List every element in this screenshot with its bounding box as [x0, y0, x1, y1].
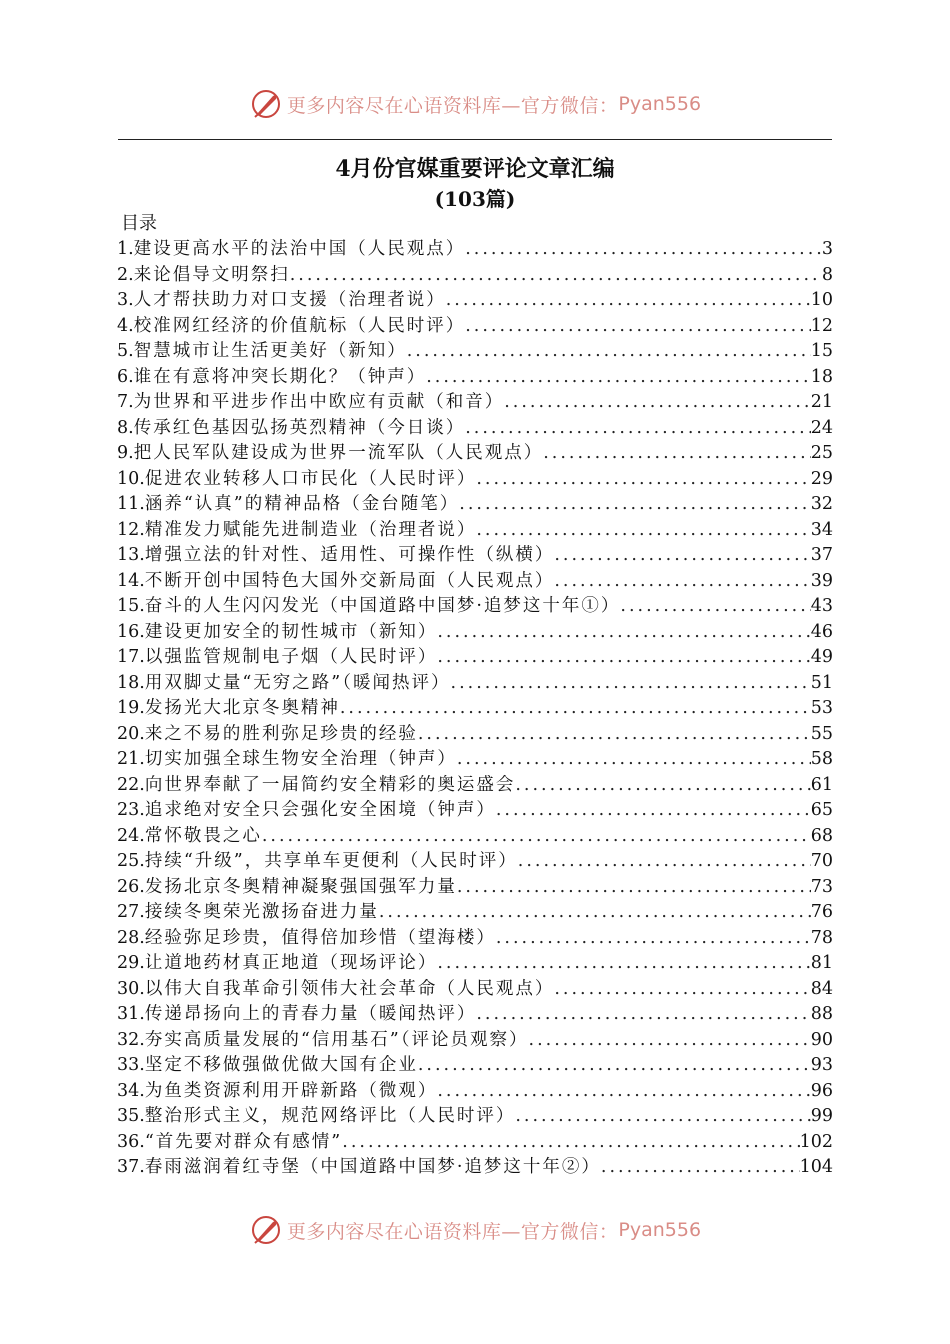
toc-item-page: 88 — [810, 1004, 833, 1024]
toc-item-title: 追求绝对安全只会强化安全困境（钟声） — [144, 800, 496, 820]
toc-item-page: 43 — [810, 596, 833, 616]
toc-item-page: 65 — [810, 800, 833, 820]
toc-item-title: 让道地药材真正地道（现场评论） — [144, 953, 438, 973]
header-watermark — [0, 84, 950, 124]
toc-item-page: 58 — [810, 749, 833, 769]
toc-leader-dots — [465, 239, 822, 259]
toc-item-number: 32. — [117, 1029, 145, 1050]
toc-item-page: 46 — [810, 621, 833, 642]
toc-leader-dots — [620, 596, 810, 616]
toc-leader-dots — [465, 316, 811, 336]
toc-leader-dots — [262, 826, 811, 846]
toc-item-title: 建设更加安全的韧性城市（新知） — [144, 621, 438, 642]
toc-item-number: 22. — [117, 774, 145, 795]
toc-item-page: 25 — [810, 443, 833, 463]
toc-item-page: 51 — [810, 672, 833, 693]
toc-leader-dots — [418, 1055, 811, 1075]
toc-item[interactable] — [117, 1000, 833, 1026]
toc-leader-dots — [515, 775, 810, 795]
toc-leader-dots — [496, 800, 811, 820]
toc-item-number: 11. — [117, 494, 145, 514]
toc-item-number: 23. — [117, 800, 145, 820]
toc-item[interactable] — [117, 669, 833, 695]
toc-item-number: 36. — [117, 1131, 145, 1152]
toc-leader-dots — [342, 1132, 799, 1152]
toc-item[interactable] — [117, 337, 833, 363]
toc-item-title: 发扬北京冬奥精神凝聚强国强军力量 — [144, 876, 457, 897]
toc-item-page: 93 — [810, 1055, 833, 1075]
toc-leader-dots — [451, 673, 811, 693]
toc-item-title: 把人民军队建设成为世界一流军队（人民观点） — [133, 443, 544, 463]
toc-item-title: 切实加强全球生物安全治理（钟声） — [144, 749, 457, 769]
toc-item-page: 90 — [810, 1029, 833, 1050]
banner-text: 更多内容尽在心语资料库—官方微信： — [286, 1220, 619, 1243]
toc-leader-dots — [437, 953, 810, 973]
toc-leader-dots — [504, 392, 811, 412]
toc-item-title: 谁在有意将冲突长期化？（钟声） — [133, 366, 427, 387]
toc-leader-dots — [476, 1004, 810, 1024]
toc-item-title: 来之不易的胜利弥足珍贵的经验 — [144, 723, 418, 744]
toc-item-title: 来论倡导文明祭扫 — [133, 264, 290, 285]
toc-item-number: 17. — [117, 647, 145, 667]
toc-item-title: 不断开创中国特色大国外交新局面（人民观点） — [144, 570, 555, 591]
toc-item-page: 73 — [810, 876, 833, 897]
toc-item-page: 39 — [810, 570, 833, 591]
table-of-contents — [117, 235, 833, 1179]
toc-leader-dots — [496, 928, 811, 948]
toc-leader-dots — [543, 443, 811, 463]
toc-item[interactable] — [117, 643, 833, 669]
toc-item[interactable] — [117, 949, 833, 975]
toc-item-title: 持续“升级”，共享单车更便利（人民时评） — [144, 851, 518, 871]
toc-item[interactable] — [117, 312, 833, 338]
toc-item[interactable] — [117, 745, 833, 771]
toc-item-title: 精准发力赋能先进制造业（治理者说） — [144, 519, 477, 540]
toc-item[interactable] — [117, 235, 833, 261]
toc-item-number: 19. — [117, 698, 145, 718]
toc-item-page: 55 — [810, 723, 833, 744]
header-rule — [118, 139, 832, 140]
toc-item[interactable] — [117, 898, 833, 924]
toc-item[interactable] — [117, 924, 833, 950]
toc-item-page: 78 — [810, 927, 833, 948]
toc-item-title: 经验弥足珍贵，值得倍加珍惜（望海楼） — [144, 927, 496, 948]
toc-item-page: 81 — [810, 953, 833, 973]
toc-item-number: 31. — [117, 1004, 145, 1024]
toc-item-title: 人才帮扶助力对口支援（治理者说） — [133, 290, 446, 310]
toc-item-title: 传承红色基因弘扬英烈精神（今日谈） — [133, 417, 466, 438]
toc-item-number: 1. — [117, 239, 134, 259]
toc-item-page: 53 — [810, 698, 833, 718]
toc-item[interactable] — [117, 261, 833, 287]
toc-item-page: 76 — [810, 902, 833, 922]
toc-item[interactable] — [117, 363, 833, 389]
toc-item[interactable] — [117, 618, 833, 644]
toc-item-title: 以强监管规制电子烟（人民时评） — [144, 647, 438, 667]
toc-item-title: 为世界和平进步作出中欧应有贡献（和音） — [133, 392, 505, 412]
toc-item-number: 13. — [117, 545, 145, 565]
toc-leader-dots — [418, 724, 811, 744]
banner-text: 更多内容尽在心语资料库—官方微信： — [286, 94, 619, 117]
toc-item-title: 用双脚丈量“无穷之路”（暖闻热评） — [144, 672, 451, 693]
toc-leader-dots — [465, 418, 811, 438]
toc-item-title: 智慧城市让生活更美好（新知） — [133, 341, 407, 361]
toc-item-page: 104 — [799, 1157, 833, 1177]
toc-item-number: 14. — [117, 570, 145, 591]
toc-leader-dots — [529, 1030, 811, 1050]
toc-item-number: 3. — [117, 290, 134, 310]
toc-item[interactable] — [117, 490, 833, 516]
toc-item-number: 20. — [117, 723, 145, 744]
toc-item-number: 24. — [117, 825, 145, 846]
toc-item-page: 96 — [810, 1080, 833, 1101]
toc-item[interactable] — [117, 1077, 833, 1103]
toc-item[interactable] — [117, 1128, 833, 1154]
toc-item-title: 建设更高水平的法治中国（人民观点） — [133, 239, 466, 259]
toc-leader-dots — [515, 1106, 810, 1126]
toc-leader-dots — [379, 902, 811, 922]
toc-item-page: 61 — [810, 774, 833, 795]
toc-leader-dots — [446, 290, 811, 310]
toc-item-number: 28. — [117, 927, 145, 948]
toc-item[interactable] — [117, 822, 833, 848]
toc-item[interactable] — [117, 771, 833, 797]
toc-item-title: 奋斗的人生闪闪发光（中国道路中国梦·追梦这十年①） — [144, 596, 621, 616]
toc-item-number: 21. — [117, 749, 145, 769]
toc-item-page: 102 — [799, 1131, 833, 1152]
toc-item[interactable] — [117, 439, 833, 465]
toc-item[interactable] — [117, 796, 833, 822]
toc-item[interactable] — [117, 286, 833, 312]
toc-leader-dots — [407, 341, 811, 361]
toc-item[interactable] — [117, 414, 833, 440]
toc-item-page: 37 — [810, 545, 833, 565]
toc-item-page: 68 — [810, 825, 833, 846]
toc-item-title: 坚定不移做强做优做大国有企业 — [144, 1055, 418, 1075]
toc-item[interactable] — [117, 1153, 833, 1179]
toc-item[interactable] — [117, 541, 833, 567]
toc-item-title: 整治形式主义，规范网络评比（人民时评） — [144, 1106, 516, 1126]
toc-item[interactable] — [117, 694, 833, 720]
toc-item-title: 以伟大自我革命引领伟大社会革命（人民观点） — [144, 978, 555, 999]
toc-item-number: 27. — [117, 902, 145, 922]
quill-pen-icon — [249, 87, 283, 121]
toc-item-number: 33. — [117, 1055, 145, 1075]
toc-item-title: 夯实高质量发展的“信用基石”（评论员观察） — [144, 1029, 529, 1050]
toc-item[interactable] — [117, 388, 833, 414]
toc-leader-dots — [457, 749, 811, 769]
toc-item[interactable] — [117, 873, 833, 899]
toc-item-number: 5. — [117, 341, 134, 361]
toc-heading: 目录 — [121, 213, 157, 234]
toc-item-number: 8. — [117, 417, 134, 438]
toc-item-title: 为鱼类资源利用开辟新路（微观） — [144, 1080, 438, 1101]
page-title: 4月份官媒重要评论文章汇编 — [335, 156, 615, 182]
toc-item-number: 12. — [117, 519, 145, 540]
toc-item-title: 向世界奉献了一届简约安全精彩的奥运盛会 — [144, 774, 516, 795]
toc-leader-dots — [290, 265, 822, 285]
toc-item-page: 32 — [810, 494, 833, 514]
toc-item-number: 2. — [117, 264, 134, 285]
toc-item-title: 增强立法的针对性、适用性、可操作性（纵横） — [144, 545, 555, 565]
toc-item[interactable] — [117, 465, 833, 491]
toc-item-page: 3 — [821, 239, 833, 259]
toc-leader-dots — [437, 647, 810, 667]
toc-item-number: 26. — [117, 876, 145, 897]
toc-item-page: 99 — [810, 1106, 833, 1126]
quill-pen-icon — [249, 1213, 283, 1247]
footer-watermark — [0, 1210, 950, 1250]
toc-item-number: 25. — [117, 851, 145, 871]
toc-leader-dots — [426, 367, 811, 387]
toc-leader-dots — [518, 851, 811, 871]
toc-item-number: 18. — [117, 672, 145, 693]
toc-item[interactable] — [117, 567, 833, 593]
toc-item-number: 30. — [117, 978, 145, 999]
toc-item-number: 37. — [117, 1157, 145, 1177]
toc-leader-dots — [437, 622, 810, 642]
toc-item-number: 35. — [117, 1106, 145, 1126]
toc-item-page: 70 — [810, 851, 833, 871]
toc-item-number: 15. — [117, 596, 145, 616]
toc-item-number: 7. — [117, 392, 134, 412]
toc-item-page: 49 — [810, 647, 833, 667]
toc-item[interactable] — [117, 1051, 833, 1077]
banner-wechat-id: Pyan556 — [618, 93, 702, 115]
toc-item-number: 16. — [117, 621, 145, 642]
toc-item[interactable] — [117, 1102, 833, 1128]
banner-wechat-id: Pyan556 — [618, 1219, 702, 1241]
toc-item-number: 6. — [117, 366, 134, 387]
toc-item-page: 21 — [810, 392, 833, 412]
toc-item[interactable] — [117, 1026, 833, 1052]
toc-item-title: 春雨滋润着红寺堡（中国道路中国梦·追梦这十年②） — [144, 1157, 601, 1177]
toc-item-page: 10 — [810, 290, 833, 310]
toc-item-page: 84 — [810, 978, 833, 999]
toc-item-page: 34 — [810, 519, 833, 540]
toc-item[interactable] — [117, 975, 833, 1001]
toc-item-page: 29 — [810, 468, 833, 489]
toc-item-number: 29. — [117, 953, 145, 973]
toc-leader-dots — [459, 494, 810, 514]
toc-item-title: 校准网红经济的价值航标（人民时评） — [133, 315, 466, 336]
toc-item[interactable] — [117, 516, 833, 542]
toc-leader-dots — [554, 571, 810, 591]
toc-leader-dots — [340, 698, 811, 718]
toc-item-title: 常怀敬畏之心 — [144, 825, 262, 846]
toc-item[interactable] — [117, 592, 833, 618]
toc-item-title: 发扬光大北京冬奥精神 — [144, 698, 340, 718]
toc-item-page: 18 — [810, 366, 833, 387]
toc-item[interactable] — [117, 720, 833, 746]
toc-item-page: 24 — [810, 417, 833, 438]
toc-item-title: 促进农业转移人口市民化（人民时评） — [144, 468, 477, 489]
article-count: (103篇) — [434, 187, 516, 211]
toc-leader-dots — [554, 979, 810, 999]
toc-item-page: 15 — [810, 341, 833, 361]
toc-item-number: 4. — [117, 315, 134, 336]
toc-item-number: 10. — [117, 468, 145, 489]
toc-item[interactable] — [117, 847, 833, 873]
toc-leader-dots — [554, 545, 810, 565]
toc-leader-dots — [476, 469, 810, 489]
toc-item-title: 传递昂扬向上的青春力量（暖闻热评） — [144, 1004, 477, 1024]
toc-item-number: 34. — [117, 1080, 145, 1101]
toc-item-title: 涵养“认真”的精神品格（金台随笔） — [144, 494, 460, 514]
toc-leader-dots — [476, 520, 810, 540]
toc-item-number: 9. — [117, 443, 134, 463]
toc-leader-dots — [601, 1157, 800, 1177]
toc-item-page: 8 — [821, 264, 833, 285]
toc-leader-dots — [457, 877, 811, 897]
toc-item-page: 12 — [810, 315, 833, 336]
toc-leader-dots — [437, 1081, 810, 1101]
toc-item-title: 接续冬奥荣光激扬奋进力量 — [144, 902, 379, 922]
toc-item-title: “首先要对群众有感情” — [144, 1131, 343, 1152]
